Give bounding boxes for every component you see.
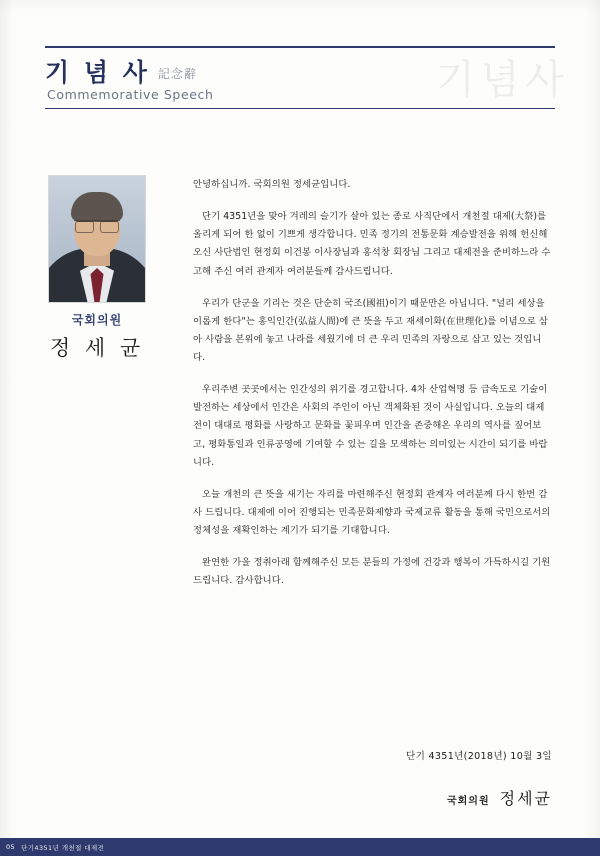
signature-date: 단기 4351년(2018년) 10월 3일 (406, 751, 552, 762)
portrait-hair (71, 192, 123, 222)
portrait-photo (48, 175, 146, 303)
header-rule-top (45, 46, 555, 48)
title-english: Commemorative Speech (47, 87, 214, 102)
portrait-role-label: 국회의원 (71, 313, 123, 327)
document-header (45, 46, 555, 109)
paragraph: 오늘 개천의 큰 뜻을 새기는 자리를 마련해주신 현정회 관계자 여러분께 다시 한번 감사 드립니다. 대제에 이어 진행되는 민족문화제향과 국제교류 활동을 통해 국민으로서의 정체성을 재확인하는 계기가 되기를 기대합니다. (193, 488, 551, 536)
signature-name: 정세균 (499, 789, 552, 808)
speech-body (193, 176, 553, 604)
watermark-text: 기념사 (436, 57, 570, 103)
header-rule-bottom (45, 108, 555, 109)
title-korean: 기 념 사 (45, 58, 150, 87)
paragraph: 우리가 단군을 기리는 것은 단순히 국조(國祖)이기 때문만은 아닙니다. "널리 세상을 이롭게 한다"는 홍익인간(弘益人間)에 큰 뜻을 두고 재세이화(在世理化)를 이념으로 삼아 사람을 본위에 놓고 나라를 세웠기에 더 큰 우리 민족의 자랑으로 삼고 있는 것입니다. (193, 297, 549, 363)
page-footer (0, 838, 600, 856)
paragraph: 안녕하십니까. 국회의원 정세균입니다. (193, 179, 351, 190)
title-hanja: 記念辭 (157, 67, 197, 81)
footer-text: 단기4351년 개천절 대제전 (21, 843, 105, 852)
paragraph: 우리주변 곳곳에서는 인간성의 위기를 경고합니다. 4차 산업혁명 등 급속도로 기술이 발전하는 세상에서 인간은 사회의 주인이 아닌 객체화된 것이 사실입니다. 오늘의 대제전이 대대로 평화를 사랑하고 문화를 꽃피우며 인간을 존중해온 우리의 역사를 짚어보고, 평화통일과 인류공영에 기여할 수 있는 길을 모색하는 의미있는 시간이 되기를 바랍니다. (193, 384, 548, 468)
portrait-name: 정 세 균 (49, 336, 145, 360)
signature-block (447, 786, 552, 809)
footer-page-number: 05 (6, 843, 16, 851)
signature-role: 국회의원 (446, 796, 490, 807)
portrait-block (42, 175, 152, 362)
paragraph: 완연한 가을 정취아래 함께해주신 모든 분들의 가정에 건강과 행복이 가득하시길 기원드립니다. 감사합니다. (193, 557, 551, 587)
page-title (45, 60, 555, 85)
paragraph: 단기 4351년을 맞아 겨레의 슬기가 살아 있는 종로 사직단에서 개천절 대제(大祭)를 올리게 되어 한 없이 기쁘게 생각합니다. 민족 정기의 전통문화 계승발전을 위해 헌신해 오신 사단법인 현정회 이건봉 이사장님과 홍석창 회장님 그리고 대제전을 준비하느라 수고해 주신 여러 관계자 여러분들께 감사드립니다. (193, 211, 551, 277)
glasses-icon (74, 220, 120, 232)
